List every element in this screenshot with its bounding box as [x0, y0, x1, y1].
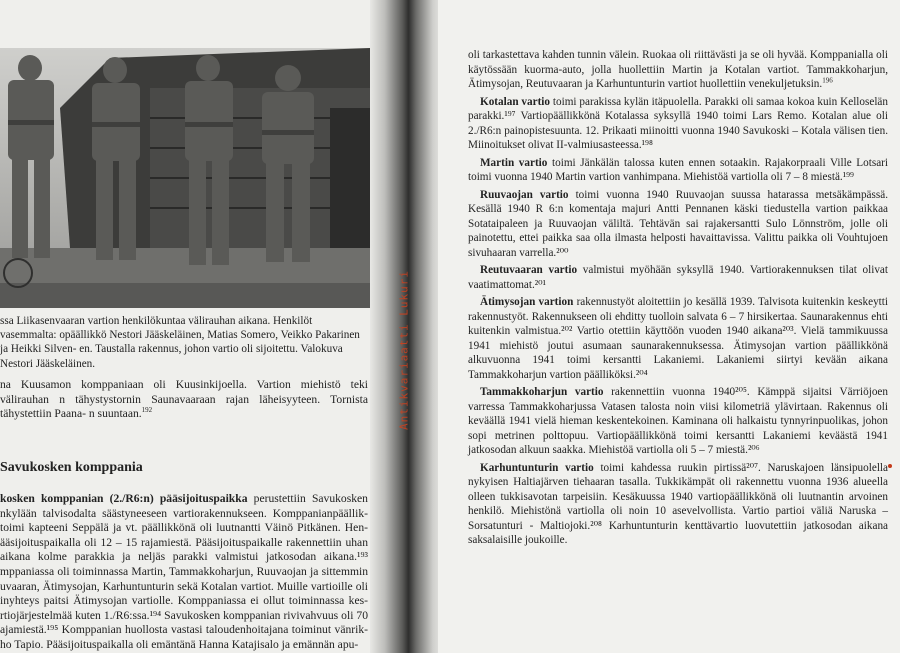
left-paragraph-1: na Kuusamon komppaniaan oli Kuusinkijoella. Vartion miehistö teki välirauhan n tähystystornin Saunavaaraan rajan läheisyyteen. Tornista tähystettiin Paana- n suuntaan.$^{192}$ — [0, 378, 368, 421]
paragraph-kotala: Kotalan vartio toimi parakissa kylän itäpuolella. Parakki oli samaa kokoa kuin Kelloselän parakki.¹⁹⁷ Vartiopäällikkönä Kotalassa syksyllä 1940 toimi Lars Remo. Kotalan alue oli 2./R6:n painopistesuunta. 12. Prikaati miinoitti vuonna 1940 Savukoski – Kotala välisen tien. Miinoitukset olivat II-valmiusasteessa.¹⁹⁸ — [468, 95, 888, 151]
right-text-column — [468, 48, 888, 551]
paragraph-atimysoja: Ätimysojan vartion rakennustyöt aloitettiin jo kesällä 1939. Talvisota kuitenkin keskeytti rakennustyöt. Rakennukseen oli ehditty tuolloin salvata 6 – 7 hirsikertaa. Saunarakennus ehti kuitenkin valmistua.²⁰² Vartio otettiin käyttöön vuoden 1940 aikana²⁰³. Vielä tammikuussa 1941 miehistö joutui asumaan saunarakennuksessa. Ätimysojan vartion päällikkönä alkuvuonna 1941 toimi kersantti Lakaniemi. Lakaniemi siirtyi kevään aikana Tammakkoharjun vartion päälliköksi.²⁰⁴ — [468, 296, 888, 381]
right-page — [438, 0, 900, 653]
left-paragraph-2: kosken komppanian (2./R6:n) pääsijoituspaikka perustettiin Savukosken nkylään talvisodalta säästyneeseen vartiorakennukseen. Komppanianpäällik- toimi kapteeni Seppälä ja vt. päällikkönä oli luutnantti Väinö Pitkänen. Hen- ääsijoituspaikalla oli 12 – 15 rajamiestä. Pääsijoituspaikalle rakennettiin uhan aikana kolme parakkia ja neljäs parakki valmistui jatkosodan aikana.¹⁹³ mppaniassa oli toiminnassa Martin, Tammakkoharjun, Ruuvaojan ja sittemmin uvaaran, Ätimysojan, Karhuntunturin sekä Kotalan vartiot. Muille vartioille oli inyhteys paitsi Ätimysojan vartiolle. Komppaniassa ei ollut toiminnassa kes- rtiojärjestelmää kuten 1./R6:ssa.¹⁹⁴ Savukosken komppanian rivivahvuus oli 70 ajamiestä.¹⁹⁵ Komppanian huollosta vastasi taloudenhoitajana toiminut vänrik- ho Tapio. Pääsijoituspaikalla oli emäntänä Hanna Katajisalo ja emännän apu- — [0, 492, 368, 651]
soldiers-photo — [0, 48, 370, 308]
paragraph-reutuvaara: Reutuvaaran vartio valmistui myöhään syksyllä 1940. Vartiorakennuksen tilat olivat vaatimattomat.²⁰¹ — [468, 264, 889, 291]
paragraph-ruuvaoja: Ruuvaojan vartio toimi vuonna 1940 Ruuvaojan suussa hatarassa metsäkämpässä. Kesällä 1940 R 6:n komentaja majuri Antti Pennanen käski tiedustella vartion paikkaa Sotataipaleen ja Ruuvaojan väliltä. Tehtävän sai rajakersantti Sulo Lönnström, jolle oli painotettu, ettei paikka saa olla ilmasta helposti havaittavissa. Valittu paikka oli Vouhtujoen sivuhaaran varrella.²⁰⁰ — [468, 188, 888, 259]
right-paragraph-intro: oli tarkastettava kahden tunnin välein. Ruokaa oli riittävästi ja se oli hyvää. Komppanialla oli käytössään kuorma-auto, jolla huollettiin Martin ja Kotalan vartiot. Tammakkoharjun, Ätimysojan, Reutuvaaran ja Karhuntunturin vartiot huollettiin venekuljetuksin.$^{196}$ — [468, 49, 888, 90]
left-page — [0, 0, 378, 653]
paragraph-karhuntunturi: Karhuntunturin vartio toimi kahdessa ruukin pirtissä²⁰⁷. Naruskajoen länsipuolella nykyisen Haltiajärven tiehaaran tasalla. Tukkikämpät oli rakennettu vuonna 1936 alueella olleen tukkisavotan tarpeisiin. Kesäkuussa 1940 vartiopäällikkönä oli luutnantin arvoinen henkilö. Miehistönä vartiolla oli noin 10 asevelvollista. Vartio partioi väliä Naruska – Sorsatunturi - Maltiojoki.²⁰⁸ Karhuntunturin kenttävartio luovutettiin jatkosodan aikana saksalaisille joukoille. — [468, 461, 889, 546]
paragraph-tammakkoharju: Tammakkoharjun vartio rakennettiin vuonna 1940²⁰⁵. Kämppä sijaitsi Värriöjoen varressa Tammakkoharjussa Vatasen talosta noin viisi kilometriä ylävirtaan. Rakennus oli keväällä 1941 vielä hieman keskentekoinen. Kaminana oli halkaistu tynnyrinpuolikas, johon sopi metrinen polttopuu. Vartiopäällikkönä toimi kersantti Lakaniemi keväästä 1941 jatkosodan alkuun saakka. Miehistöä vartiolla oli 5 – 7 miestä.²⁰⁶ — [468, 386, 888, 456]
watermark-stamp: Antikvariaatti Lukuri — [397, 269, 411, 431]
photo-caption: ssa Liikasenvaaran vartion henkilökuntaa välirauhan aikana. Henkilöt vasemmalta: opäällikkö Nestori Jääskeläinen, Matias Somero, Veikko Pakarinen ja Heikki Silven- en. Taustalla rakennus, johon vartio oli sijoitettu. Valokuva Nestori Jääskeläinen. — [0, 315, 360, 370]
paragraph-martti: Martin vartio toimi Jänkälän talossa kuten ennen sotaakin. Rajakorpraali Ville Lotsari toimi vuonna 1940 Martin vartion vanhimpana. Miehistöä vartiolla oli 7 – 8 miestä.¹⁹⁹ — [468, 156, 888, 183]
page-mark — [888, 464, 892, 468]
section-heading: Savukosken komppania — [0, 460, 143, 475]
